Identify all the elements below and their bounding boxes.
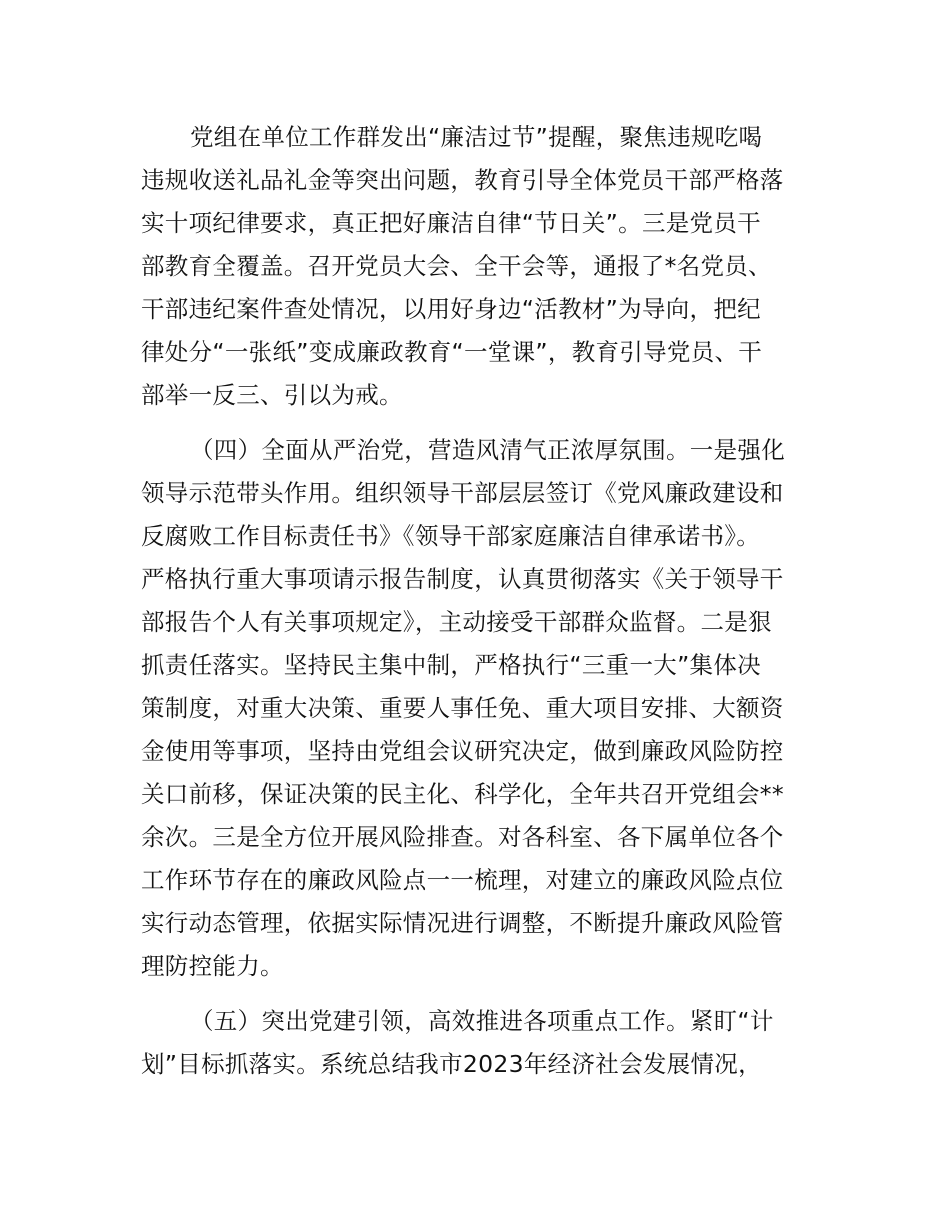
- text-line: 实十项纪律要求，真正把好廉洁自律“节日关”。三是党员干: [141, 209, 761, 237]
- text-line: 党组在单位工作群发出“廉洁过节”提醒，聚焦违规吃喝: [190, 123, 763, 151]
- text-line: 划”目标抓落实。系统总结我市2023年经济社会发展情况，: [141, 1050, 762, 1078]
- text-line: 违规收送礼品礼金等突出问题，教育引导全体党员干部严格落: [141, 166, 784, 194]
- text-line: 工作环节存在的廉政风险点一一梳理，对建立的廉政风险点位: [141, 866, 784, 894]
- text-line: 抓责任落实。坚持民主集中制，严格执行“三重一大”集体决: [141, 651, 761, 679]
- text-line: 余次。三是全方位开展风险排查。对各科室、各下属单位各个: [141, 823, 784, 851]
- text-line: 严格执行重大事项请示报告制度，认真贯彻落实《关于领导干: [141, 565, 784, 593]
- text-line: 理防控能力。: [141, 952, 284, 980]
- text-line: 金使用等事项，坚持由党组会议研究决定，做到廉政风险防控: [141, 737, 784, 765]
- section-heading-line: （四）全面从严治党，营造风清气正浓厚氛围。一是强化: [190, 436, 785, 464]
- text-line: 部举一反三、引以为戒。: [141, 381, 403, 409]
- text-line: 反腐败工作目标责任书》《领导干部家庭廉洁自律承诺书》。: [141, 522, 761, 550]
- text-line: 部报告个人有关事项规定》，主动接受干部群众监督。二是狠: [141, 608, 772, 636]
- text-line: 律处分“一张纸”变成廉政教育“一堂课”，教育引导党员、干: [141, 338, 763, 366]
- text-line: 干部违纪案件查处情况，以用好身边“活教材”为导向，把纪: [141, 295, 761, 323]
- text-line: 策制度，对重大决策、重要人事任免、重大项目安排、大额资: [141, 694, 784, 722]
- text-line: 实行动态管理，依据实际情况进行调整，不断提升廉政风险管: [141, 909, 784, 937]
- section-heading-line: （五）突出党建引领，高效推进各项重点工作。紧盯“计: [190, 1007, 774, 1035]
- text-line: 领导示范带头作用。组织领导干部层层签订《党风廉政建设和: [141, 479, 784, 507]
- text-line: 部教育全覆盖。召开党员大会、全干会等，通报了*名党员、: [141, 252, 772, 280]
- text-line: 关口前移，保证决策的民主化、科学化，全年共召开党组会**: [141, 780, 784, 808]
